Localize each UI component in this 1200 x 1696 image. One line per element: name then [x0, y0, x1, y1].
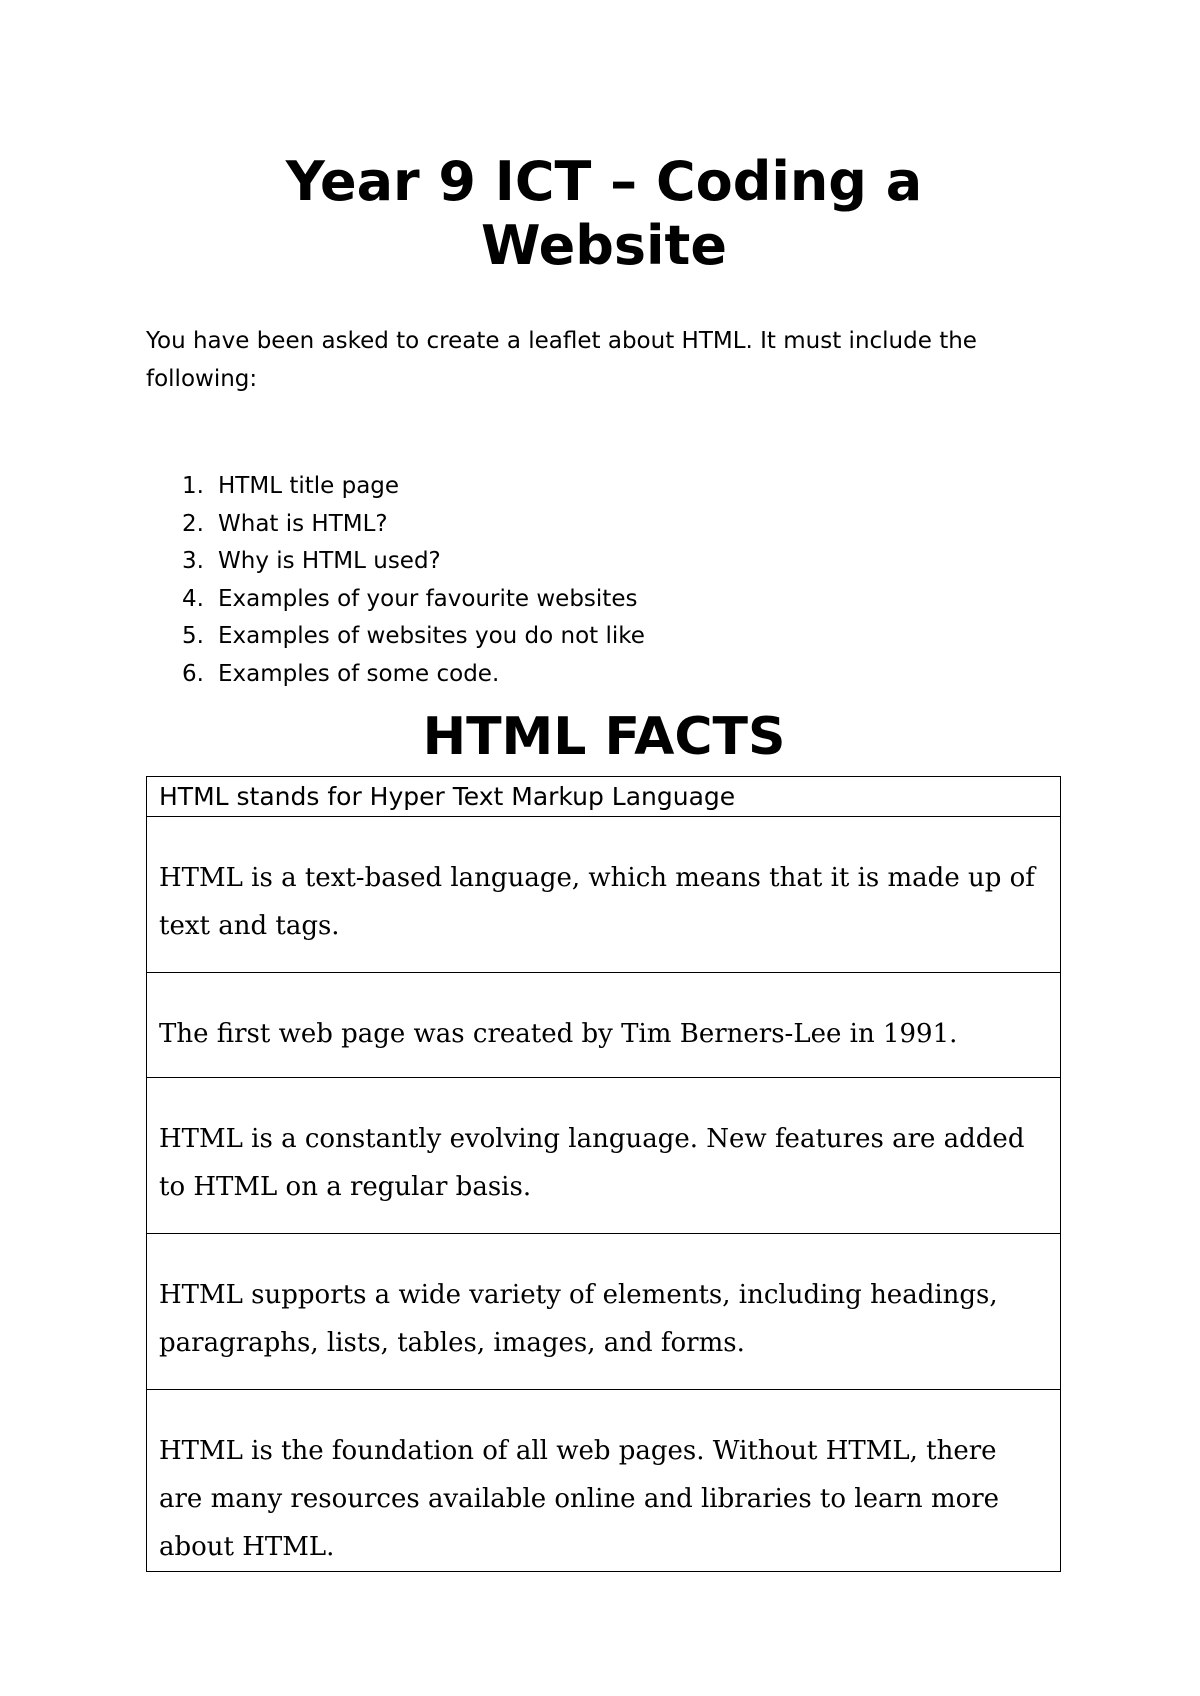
table-row [147, 817, 1061, 973]
fact-cell: HTML is a constantly evolving language. New features are added to HTML on a regular basis. [147, 1078, 1061, 1234]
facts-header-cell: HTML stands for Hyper Text Markup Language [147, 777, 1061, 817]
table-row [147, 777, 1061, 817]
list-item [146, 506, 645, 544]
list-item-number: 2. [182, 510, 204, 537]
facts-heading: HTML FACTS [422, 707, 786, 767]
list-item-text: HTML title page [218, 473, 400, 499]
list-item-number: 1. [182, 473, 204, 499]
fact-cell: HTML is the foundation of all web pages. Without HTML, there are many resources available online and libraries to learn more about HTML. [147, 1390, 1061, 1572]
list-item-text: What is HTML? [218, 510, 388, 537]
intro-paragraph: You have been asked to create a leaflet about HTML. It must include the following: [146, 328, 977, 392]
table-row [147, 1078, 1061, 1234]
list-item [146, 618, 645, 656]
list-item-text: Why is HTML used? [218, 548, 441, 574]
table-row [147, 1234, 1061, 1390]
list-item-number: 4. [182, 585, 204, 612]
list-item-text: Examples of websites you do not like [218, 623, 645, 649]
list-item [146, 656, 645, 694]
fact-cell: HTML supports a wide variety of elements, including headings, paragraphs, lists, tables, images, and forms. [147, 1234, 1061, 1390]
requirements-list [146, 468, 645, 693]
list-item [146, 468, 645, 506]
page-title [146, 150, 1062, 278]
list-item-number: 6. [182, 660, 204, 687]
list-item [146, 581, 645, 619]
page-title-line-1: Year 9 ICT – Coding a [285, 150, 923, 213]
page-title-line-2: Website [480, 214, 727, 277]
facts-table [146, 776, 1061, 1572]
fact-cell: The first web page was created by Tim Berners-Lee in 1991. [147, 973, 1061, 1078]
table-row [147, 973, 1061, 1078]
list-item-text: Examples of some code. [218, 660, 500, 687]
list-item-number: 3. [182, 548, 204, 574]
table-row [147, 1390, 1061, 1572]
list-item-number: 5. [182, 623, 204, 649]
list-item-text: Examples of your favourite websites [218, 585, 638, 612]
list-item [146, 543, 645, 581]
fact-cell: HTML is a text-based language, which means that it is made up of text and tags. [147, 817, 1061, 973]
